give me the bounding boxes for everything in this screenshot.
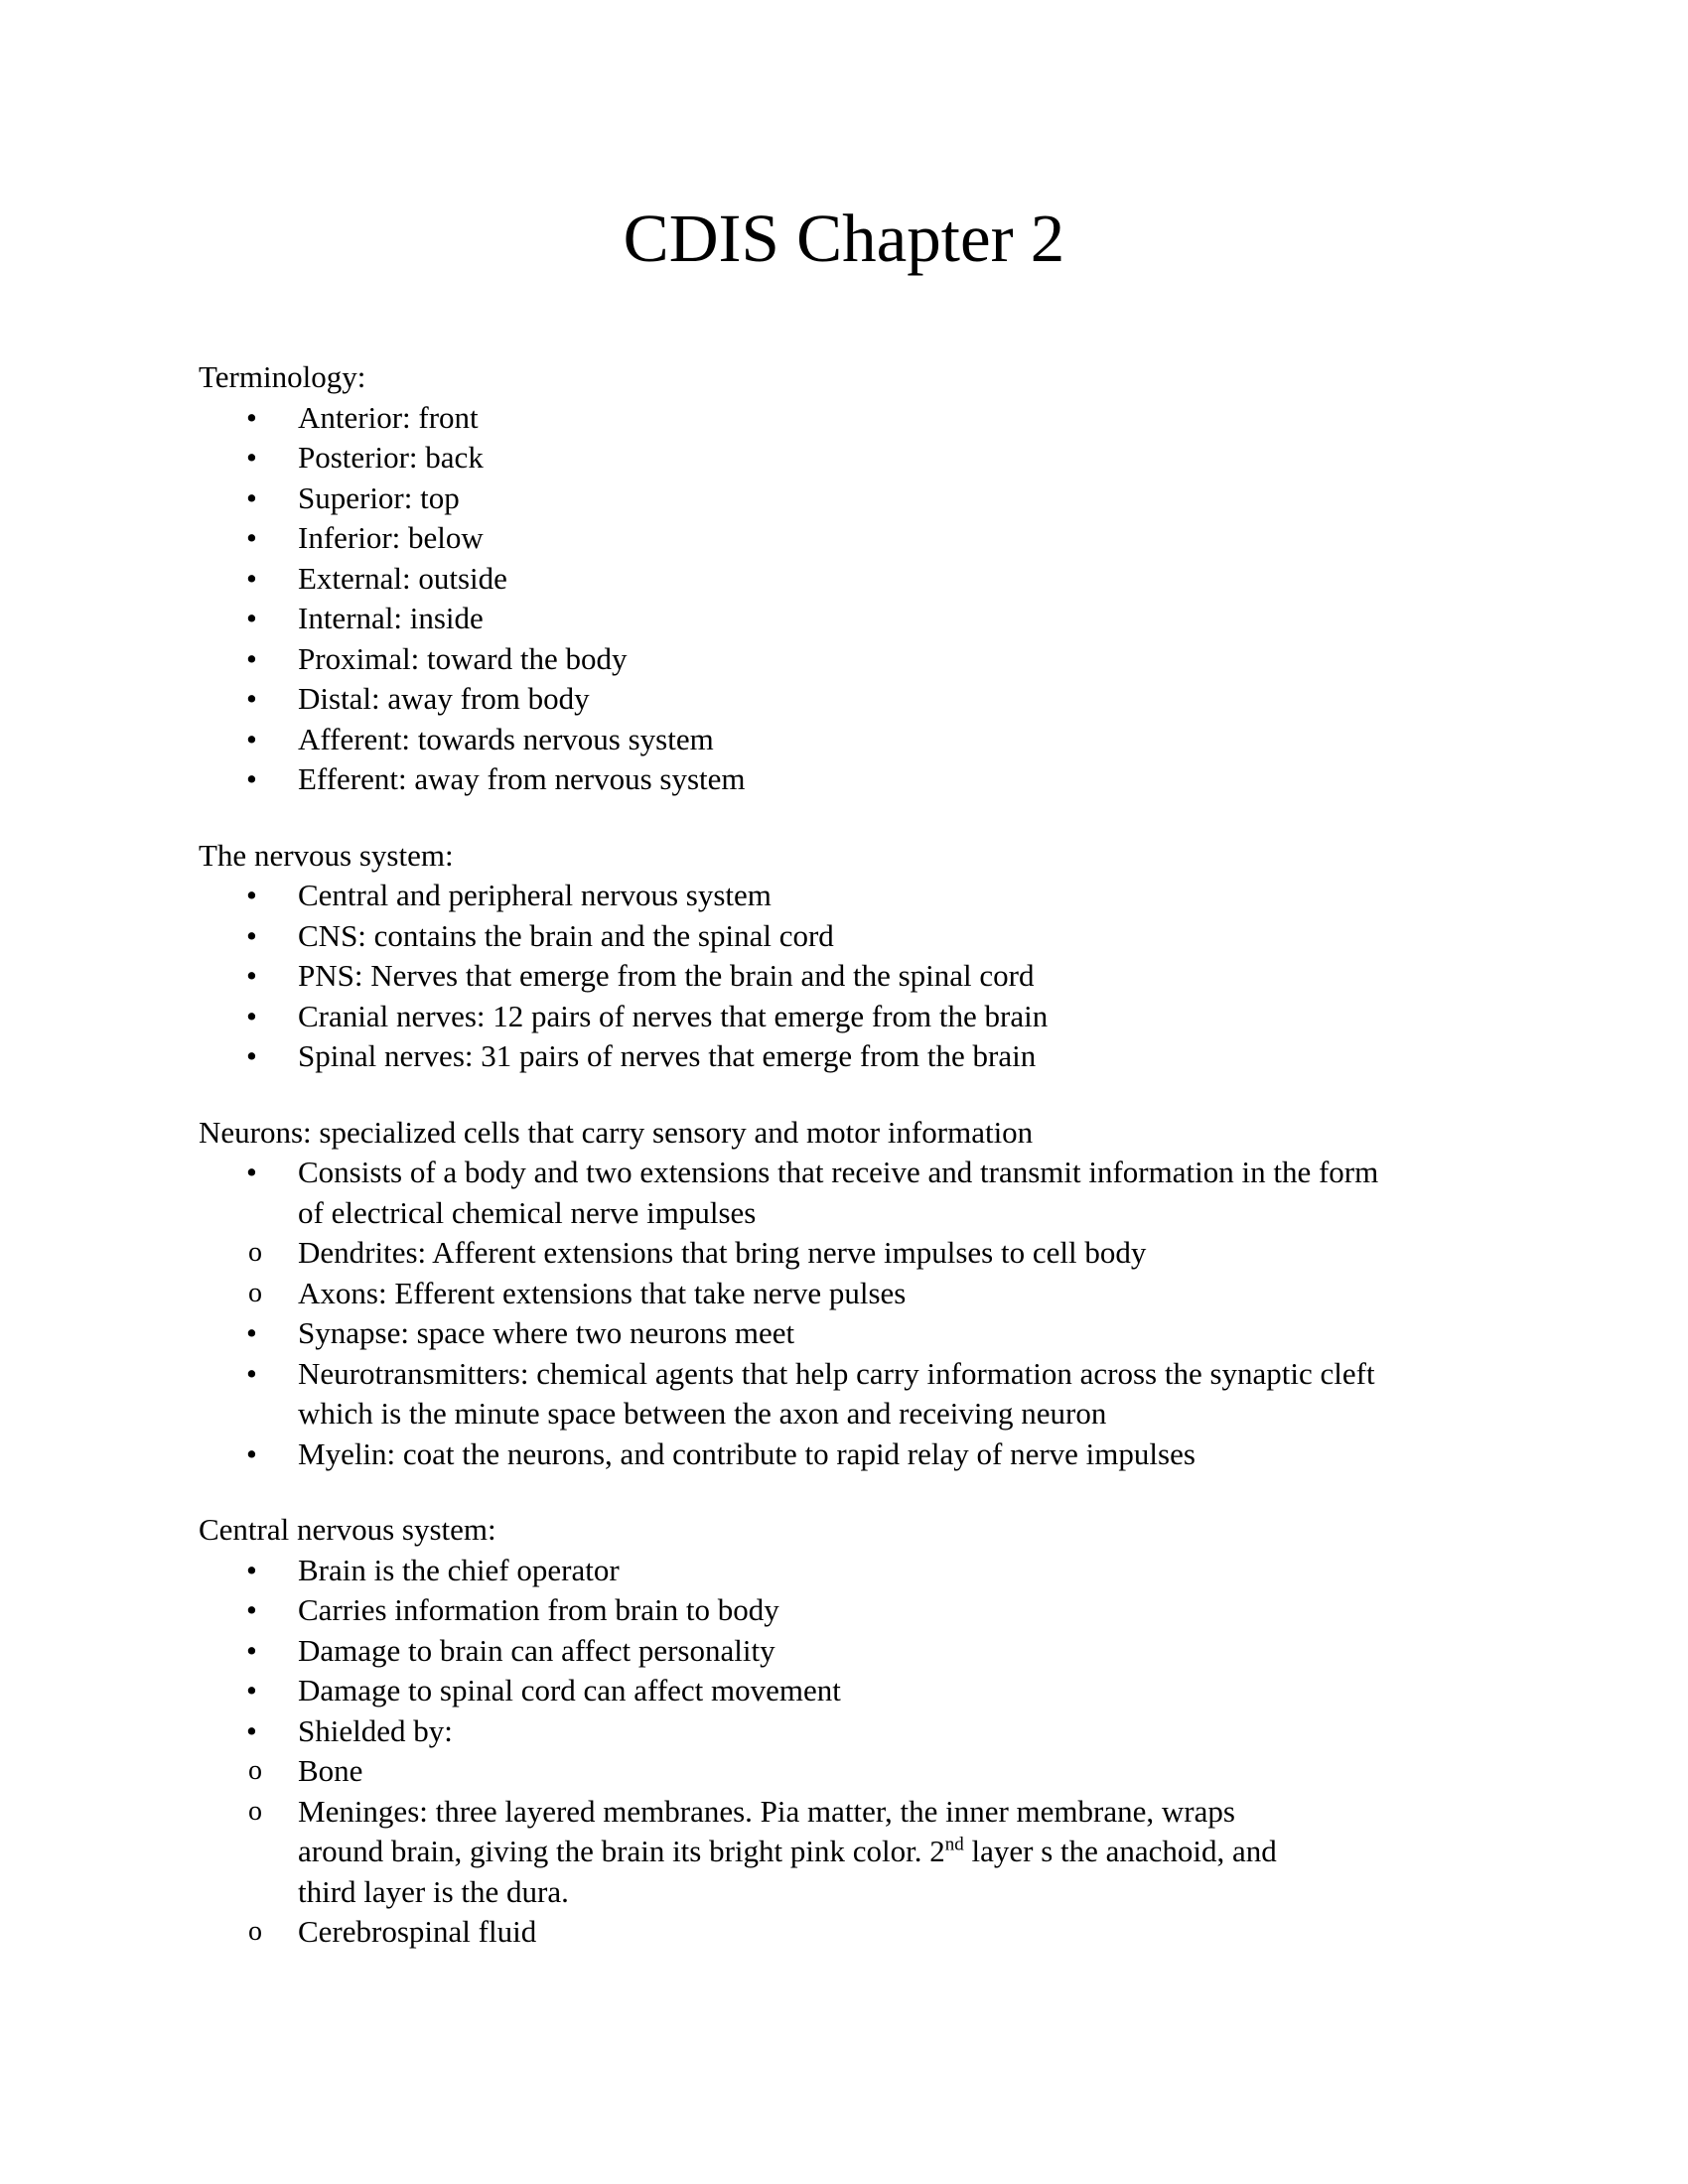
bullet-icon: • [246,1552,257,1587]
list-item-text: Efferent: away from nervous system [298,761,746,796]
bullet-icon: • [246,601,257,635]
section-heading: Central nervous system: [199,1512,496,1547]
list-item-text: Cranial nerves: 12 pairs of nerves that emerge from the brain [298,998,1049,1033]
list-item-text: Anterior: front [298,399,479,435]
list-item [199,1711,1470,1953]
sub-list-item [199,1751,1470,1792]
sub-list-item-text: Cerebrospinal fluid [298,1914,537,1949]
list-item-text: Neurotransmitters: chemical agents that help carry information across the synaptic cleft [298,1355,1375,1391]
bullet-icon: • [246,440,257,475]
list-item [199,559,1470,600]
text-run: layer s the anachoid, and [963,1834,1277,1868]
list-item-text: PNS: Nerves that emerge from the brain and the spinal cord [298,958,1035,993]
list-item [199,1434,1470,1475]
bullet-icon: • [246,1592,257,1627]
list-item [199,1551,1470,1591]
sub-bullet-list [199,1751,1470,1953]
list-item [199,1590,1470,1631]
bullet-icon: • [246,958,257,993]
bullet-list [199,876,1470,1077]
bullet-icon: • [246,1712,257,1748]
list-item-text: Shielded by: [298,1712,453,1748]
list-item-text: Brain is the chief operator [298,1552,620,1587]
section-nervous-system [199,836,1470,1077]
bullet-icon: • [246,1038,257,1073]
bullet-icon: • [246,399,257,435]
circle-bullet-icon: o [248,1755,262,1786]
bullet-icon: • [246,681,257,716]
bullet-icon: • [246,1315,257,1350]
sub-list-item-text: third layer is the dura. [298,1873,569,1909]
bullet-icon: • [246,998,257,1033]
bullet-icon: • [246,1355,257,1391]
list-item-text: Synapse: space where two neurons meet [298,1315,795,1350]
sub-list-item-text: Axons: Efferent extensions that take nerve pulses [298,1275,907,1310]
list-item [199,1631,1470,1672]
list-item [199,1354,1470,1434]
list-item-text: Afferent: towards nervous system [298,721,714,756]
sub-list-item-text: Bone [298,1753,363,1788]
list-item-text: Distal: away from body [298,681,590,716]
list-item [199,956,1470,997]
list-item [199,478,1470,519]
list-item [199,759,1470,800]
list-item [199,518,1470,559]
section-central-nervous-system [199,1510,1470,1953]
list-item-text: Posterior: back [298,440,484,475]
sub-list-item [199,1233,1470,1274]
circle-bullet-icon: o [248,1916,262,1947]
sub-list-item-text [298,1832,1470,1872]
circle-bullet-icon: o [248,1795,262,1827]
bullet-icon: • [246,761,257,796]
document-body [199,357,1470,1988]
list-item [199,398,1470,439]
section-heading: Terminology: [199,359,366,394]
sub-list-item [199,1792,1470,1913]
bullet-icon: • [246,878,257,912]
list-item-text: Inferior: below [298,520,484,555]
list-item-text: which is the minute space between the axon and receiving neuron [298,1396,1107,1431]
sub-list-item [199,1912,1470,1953]
bullet-icon: • [246,520,257,555]
bullet-icon: • [246,479,257,515]
list-item [199,679,1470,720]
list-item-text: Proximal: toward the body [298,640,628,676]
list-item-text: Myelin: coat the neurons, and contribute to rapid relay of nerve impulses [298,1435,1196,1471]
bullet-icon: • [246,1673,257,1707]
bullet-icon: • [246,721,257,756]
list-item [199,1671,1470,1711]
section-neurons [199,1113,1470,1475]
page-title: CDIS Chapter 2 [623,201,1065,276]
list-item-text: of electrical chemical nerve impulses [298,1194,757,1230]
list-item-text: Carries information from brain to body [298,1592,779,1627]
bullet-list [199,1551,1470,1953]
bullet-icon: • [246,1435,257,1471]
section-terminology [199,357,1470,800]
text-run: around brain, giving the brain its bright pink color. 2 [298,1834,945,1868]
bullet-list [199,398,1470,800]
list-item [199,1036,1470,1077]
list-item [199,438,1470,478]
sub-list-item-text: Meninges: three layered membranes. Pia matter, the inner membrane, wraps [298,1793,1235,1829]
list-item-text: Superior: top [298,479,460,515]
bullet-icon: • [246,1155,257,1189]
bullet-icon: • [246,917,257,953]
list-item [199,599,1470,639]
section-heading: Neurons: specialized cells that carry sensory and motor information [199,1114,1034,1150]
list-item [199,876,1470,916]
list-item-text: Internal: inside [298,601,484,635]
bullet-icon: • [246,1632,257,1668]
list-item-text: Central and peripheral nervous system [298,878,772,912]
list-item [199,720,1470,760]
sub-list-item-text: Dendrites: Afferent extensions that bring nerve impulses to cell body [298,1235,1147,1270]
list-item [199,916,1470,957]
list-item [199,1153,1470,1313]
circle-bullet-icon: o [248,1277,262,1308]
list-item [199,1313,1470,1354]
sub-list-item [199,1274,1470,1314]
list-item-text: Consists of a body and two extensions that receive and transmit information in the form [298,1155,1379,1189]
list-item [199,639,1470,680]
sub-bullet-list [199,1233,1470,1313]
list-item-text: Damage to brain can affect personality [298,1632,775,1668]
ordinal-superscript: nd [944,1834,964,1855]
bullet-icon: • [246,560,257,596]
list-item-text: CNS: contains the brain and the spinal cord [298,917,834,953]
circle-bullet-icon: o [248,1237,262,1268]
list-item [199,997,1470,1037]
list-item-text: Spinal nerves: 31 pairs of nerves that emerge from the brain [298,1038,1037,1073]
list-item-text: Damage to spinal cord can affect movement [298,1673,841,1707]
bullet-icon: • [246,640,257,676]
list-item-text: External: outside [298,560,507,596]
section-heading: The nervous system: [199,837,454,873]
bullet-list [199,1153,1470,1474]
